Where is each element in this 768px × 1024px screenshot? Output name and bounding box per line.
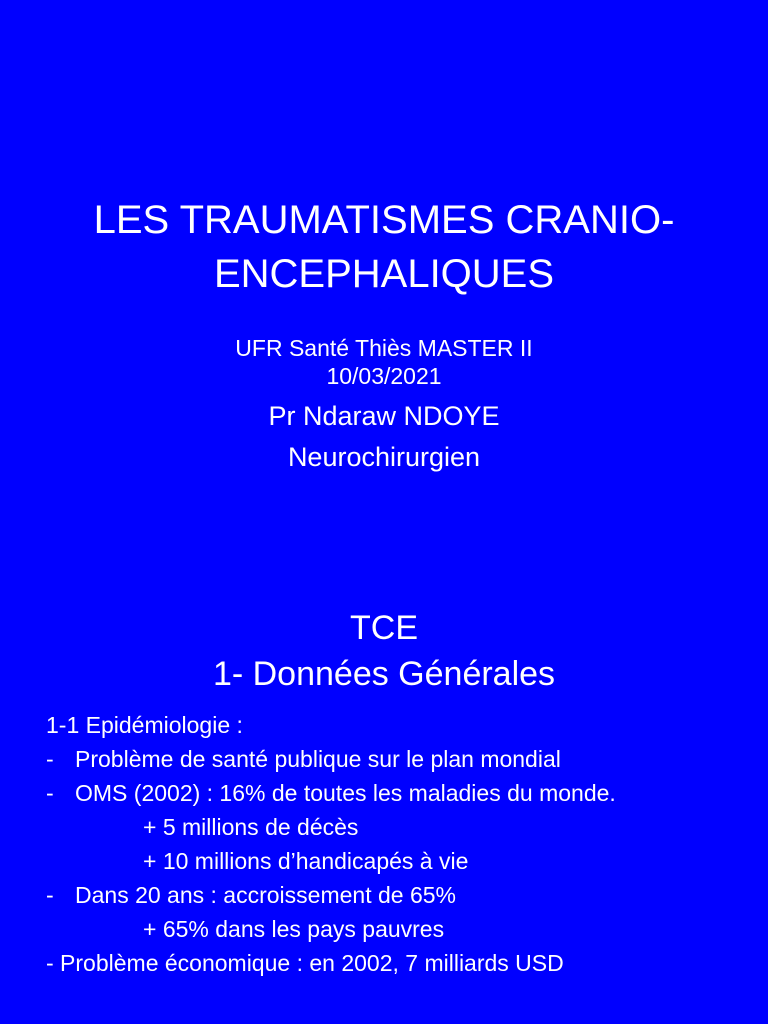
presentation-title [0, 193, 768, 301]
list-item [0, 810, 768, 844]
title-line-2: ENCEPHALIQUES [213, 252, 555, 296]
author-role: Neurochirurgien [287, 442, 481, 472]
author-name: Pr Ndaraw NDOYE [268, 401, 500, 431]
list-item [0, 878, 768, 912]
indented-text: + 10 millions d’handicapés à vie [143, 848, 469, 874]
slide-title: TCE [350, 609, 418, 647]
content-slide [0, 576, 768, 1024]
institution-label: UFR Santé Thiès MASTER II [235, 335, 533, 361]
list-item [0, 946, 768, 980]
slide-subtitle: 1- Données Générales [212, 655, 556, 693]
presentation-date: 10/03/2021 [326, 363, 442, 389]
indented-text: + 65% dans les pays pauvres [143, 916, 445, 942]
bullet-text: Dans 20 ans : accroissement de 65% [75, 882, 456, 908]
bullet-text: OMS (2002) : 16% de toutes les maladies du monde. [75, 780, 616, 806]
bullet-text: Problème de santé publique sur le plan mondial [75, 746, 561, 772]
indented-text: + 5 millions de décès [143, 814, 359, 840]
title-line-1: LES TRAUMATISMES CRANIO- [93, 198, 675, 242]
bullet-dash: - [46, 882, 54, 908]
bullet-dash: - [46, 746, 54, 772]
list-item [0, 708, 768, 742]
content-list [0, 708, 768, 980]
list-item [0, 844, 768, 878]
section-heading: 1-1 Epidémiologie : [46, 712, 243, 738]
list-item [0, 912, 768, 946]
list-item [0, 776, 768, 810]
bullet-dash: - [46, 780, 54, 806]
list-item [0, 742, 768, 776]
plain-text: - Problème économique : en 2002, 7 milliards USD [46, 950, 564, 976]
